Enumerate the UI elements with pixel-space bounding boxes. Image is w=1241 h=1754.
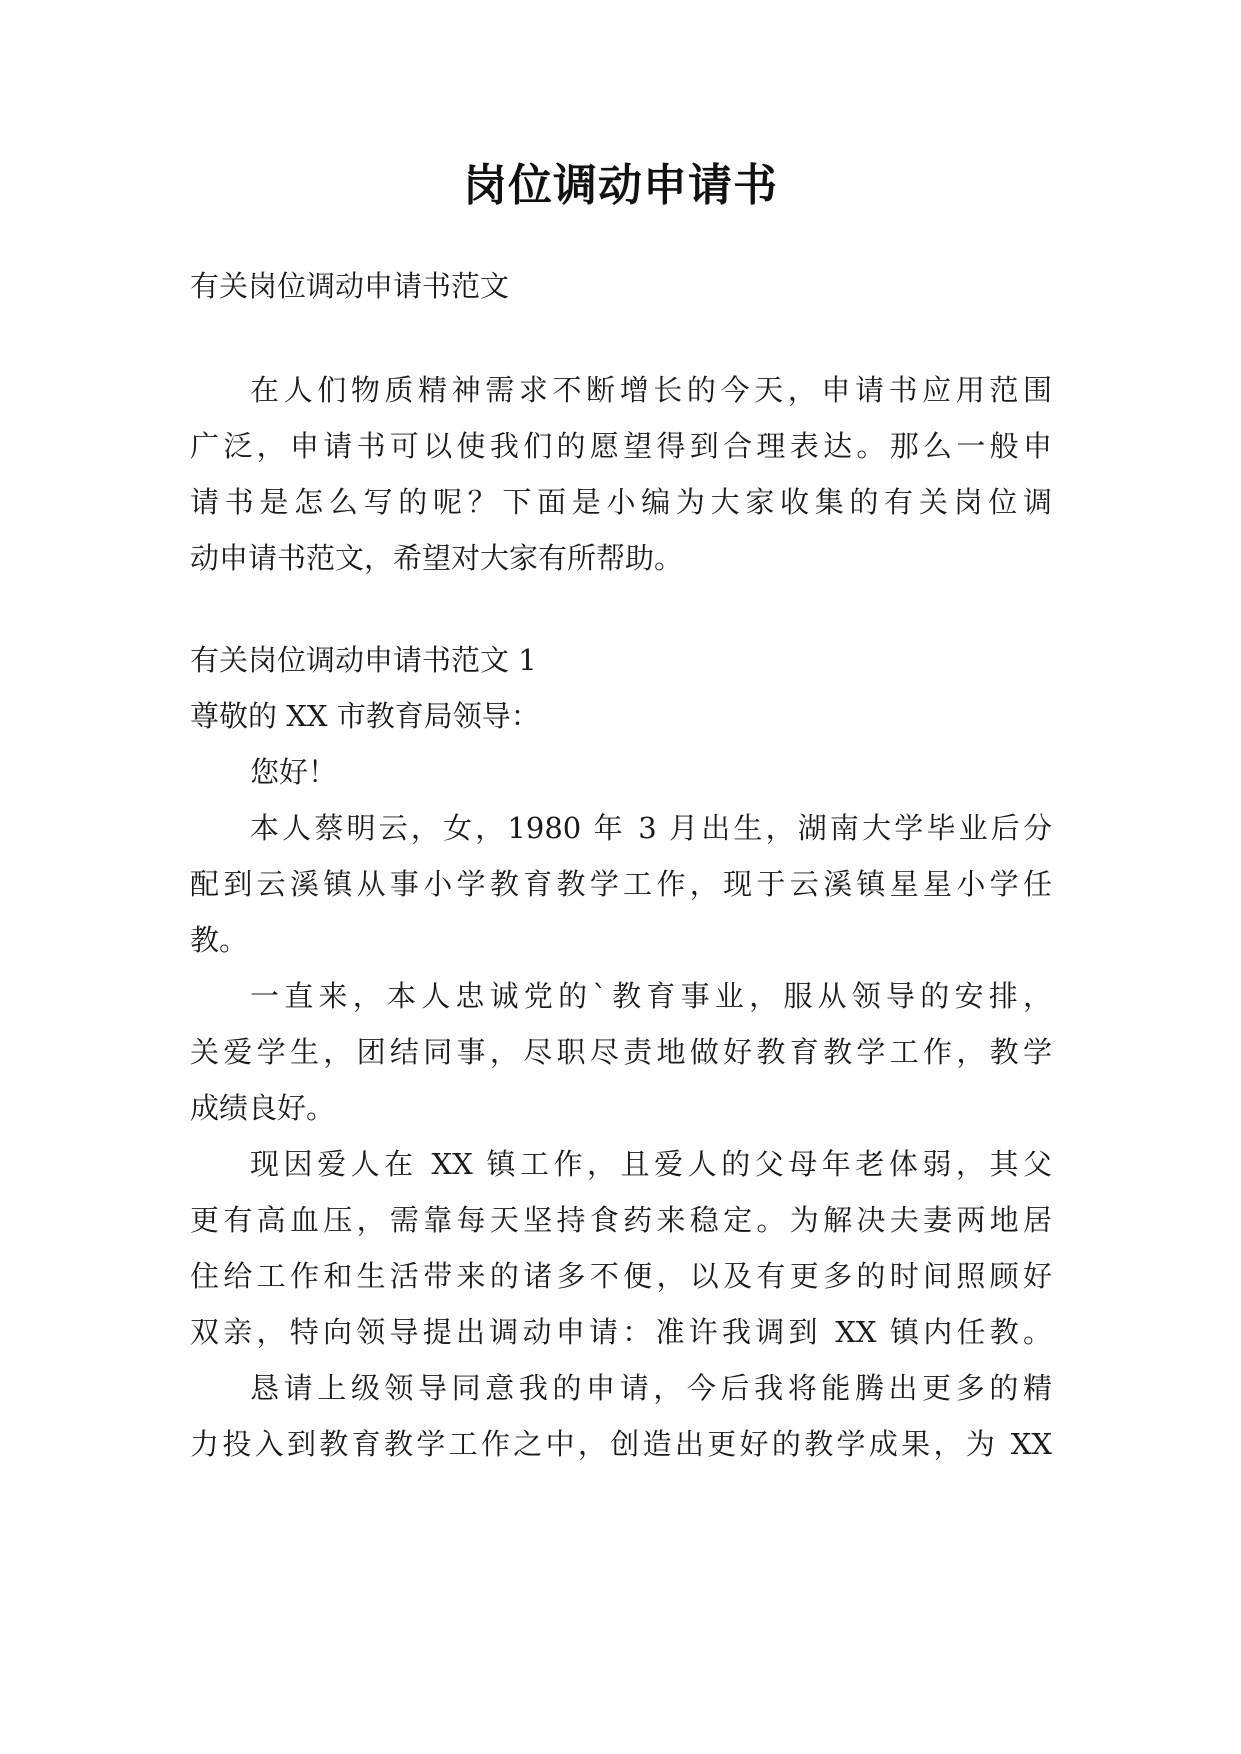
para3-line-3: 住给工作和生活带来的诸多不便，以及有更多的时间照顾好 — [190, 1259, 1052, 1293]
document-title: 岗位调动申请书 — [463, 160, 778, 211]
para2-line-3: 成绩良好。 — [190, 1091, 336, 1125]
para1-line-3: 教。 — [190, 923, 249, 957]
salutation: 尊敬的 XX 市教育局领导： — [190, 699, 540, 733]
intro-line-4: 动申请书范文，希望对大家有所帮助。 — [190, 541, 684, 575]
para1-line-1: 本人蔡明云，女，1980 年 3 月出生，湖南大学毕业后分 — [250, 811, 1052, 845]
intro-line-2: 广泛，申请书可以使我们的愿望得到合理表达。那么一般申 — [190, 429, 1052, 463]
para2-line-1: 一直来，本人忠诚党的`教育事业，服从领导的安排， — [250, 979, 1052, 1013]
para4-line-2: 力投入到教育教学工作之中，创造出更好的教学成果，为 XX — [190, 1427, 1052, 1461]
para2-line-2: 关爱学生，团结同事，尽职尽责地做好教育教学工作，教学 — [190, 1035, 1052, 1069]
para1-line-2: 配到云溪镇从事小学教育教学工作，现于云溪镇星星小学任 — [190, 867, 1052, 901]
sample-heading: 有关岗位调动申请书范文 1 — [190, 643, 537, 677]
greeting: 您好！ — [250, 755, 338, 789]
para3-line-4: 双亲，特向领导提出调动申请：准许我调到 XX 镇内任教。 — [190, 1315, 1052, 1349]
intro-line-3: 请书是怎么写的呢？下面是小编为大家收集的有关岗位调 — [190, 485, 1052, 519]
para3-line-1: 现因爱人在 XX 镇工作，且爱人的父母年老体弱，其父 — [250, 1147, 1052, 1181]
para4-line-1: 恳请上级领导同意我的申请，今后我将能腾出更多的精 — [250, 1371, 1052, 1405]
document-subtitle: 有关岗位调动申请书范文 — [190, 269, 510, 303]
intro-line-1: 在人们物质精神需求不断增长的今天，申请书应用范围 — [250, 373, 1052, 407]
para3-line-2: 更有高血压，需靠每天坚持食药来稳定。为解决夫妻两地居 — [190, 1203, 1052, 1237]
